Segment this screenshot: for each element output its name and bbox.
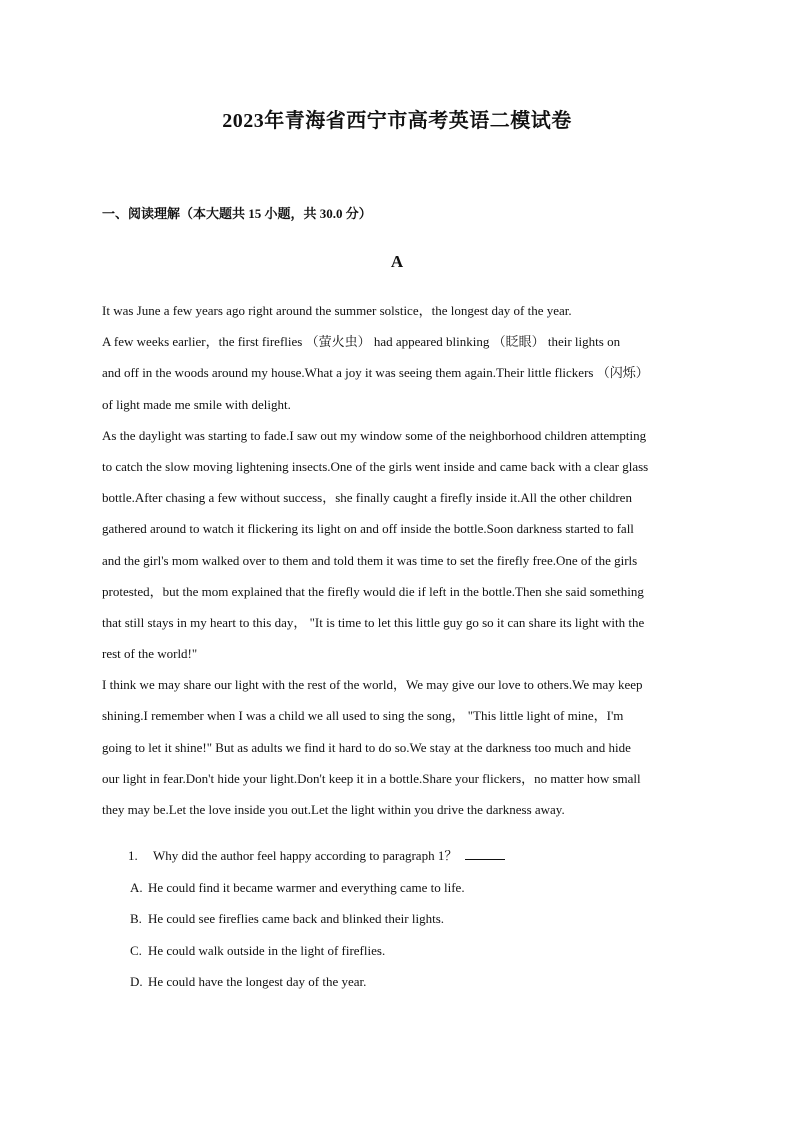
- question-text: Why did the author feel happy according to paragraph 1？: [153, 848, 458, 863]
- option-letter: C.: [130, 942, 142, 958]
- passage-line: and off in the woods around my house.What a joy it was seeing them again.Their little flickers （闪烁）: [102, 365, 649, 381]
- question-number: 1.: [128, 848, 138, 863]
- option-letter: B.: [130, 911, 142, 926]
- passage-line: protested，but the mom explained that the firefly would die if left in the bottle.Then she said something: [102, 583, 644, 599]
- passage-line: I think we may share our light with the rest of the world，We may give our love to others.We may keep: [102, 677, 643, 693]
- passage-line: and the girl's mom walked over to them and told them it was time to set the firefly free.One of the girls: [102, 552, 638, 568]
- passage-line: they may be.Let the love inside you out.Let the light within you drive the darkness away.: [102, 802, 565, 817]
- option-c[interactable]: [130, 941, 698, 973]
- option-d[interactable]: [130, 972, 698, 1004]
- passage-line: that still stays in my heart to this day， "It is time to let this little guy go so it can share its light with the: [102, 614, 645, 630]
- passage-label: A: [390, 252, 404, 271]
- option-a[interactable]: [130, 878, 698, 910]
- passage-line: It was June a few years ago right around the summer solstice，the longest day of the year.: [102, 303, 572, 318]
- option-text: He could find it became warmer and everything came to life.: [148, 879, 465, 895]
- passage-line: shining.I remember when I was a child we all used to sing the song， "This little light of mine，I'm: [102, 708, 624, 724]
- option-text: He could have the longest day of the year.: [148, 974, 367, 989]
- passage-line: As the daylight was starting to fade.I saw out my window some of the neighborhood children attempting: [102, 427, 647, 443]
- question-stem: [128, 846, 698, 878]
- section-heading: 一、阅读理解（本大题共 15 小题，共 30.0 分）: [102, 206, 372, 221]
- option-text: He could see fireflies came back and blinked their lights.: [148, 911, 445, 926]
- question-1: [128, 846, 698, 1004]
- reading-passage: [102, 300, 700, 830]
- option-letter: D.: [130, 974, 143, 989]
- passage-line: our light in fear.Don't hide your light.Don't keep it in a bottle.Share your flickers，no matter how small: [102, 770, 641, 786]
- passage-line: gathered around to watch it flickering its light on and off inside the bottle.Soon darkness started to fall: [102, 521, 634, 537]
- passage-line: bottle.After chasing a few without success，she finally caught a firefly inside it.All the other children: [102, 490, 632, 506]
- answer-blank[interactable]: [465, 847, 505, 860]
- option-text: He could walk outside in the light of fireflies.: [148, 942, 386, 958]
- passage-line: rest of the world!": [102, 646, 198, 662]
- passage-line: of light made me smile with delight.: [102, 396, 291, 412]
- passage-line: A few weeks earlier，the first fireflies （萤火虫） had appeared blinking （眨眼） their lights on: [102, 334, 621, 350]
- page-title: 2023年青海省西宁市高考英语二模试卷: [222, 110, 572, 132]
- option-letter: A.: [130, 879, 143, 895]
- option-b[interactable]: [130, 909, 698, 941]
- passage-line: going to let it shine!" But as adults we find it hard to do so.We stay at the darkness too much and hide: [102, 739, 631, 755]
- passage-line: to catch the slow moving lightening insects.One of the girls went inside and came back with a clear glass: [102, 458, 649, 474]
